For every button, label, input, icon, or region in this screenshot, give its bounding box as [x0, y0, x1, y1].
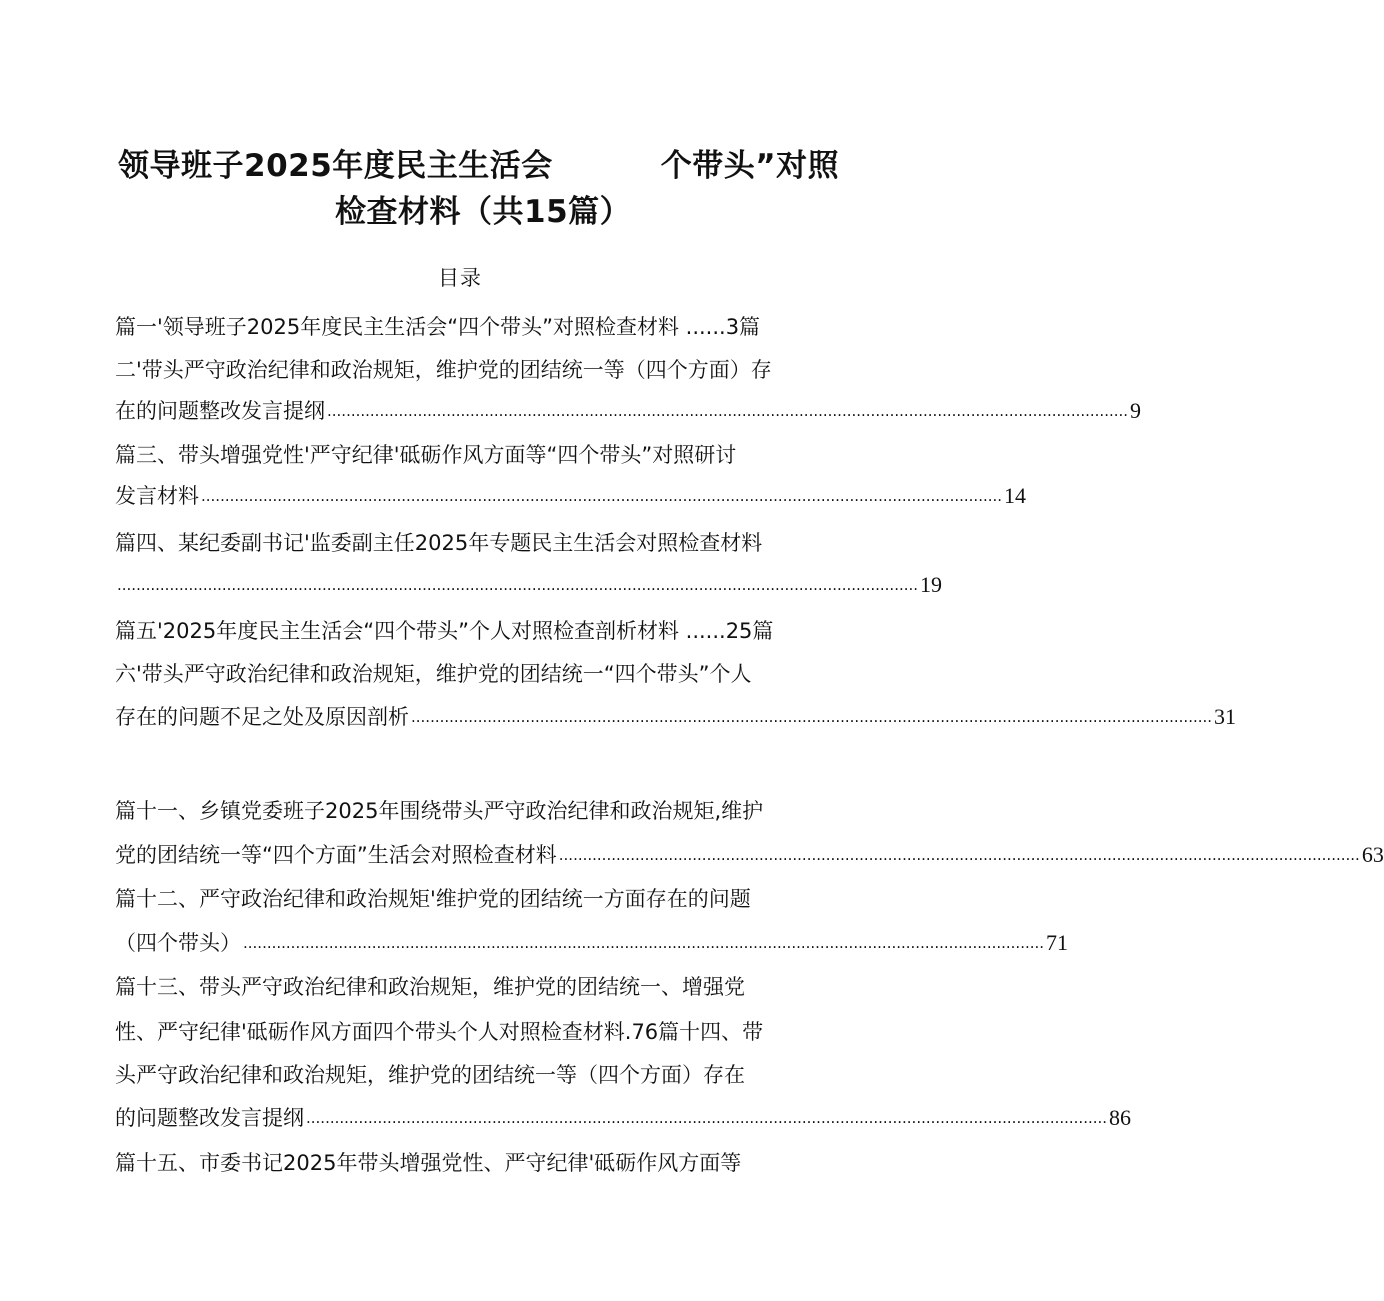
- toc-leader-dots: ........................................................................................................................................................................: [306, 1109, 1108, 1127]
- toc-line[interactable]: 篇十一、乡镇党委班子2025年围绕带头严守政治纪律和政治规矩,维护: [115, 799, 764, 823]
- toc-leader-dots: ........................................................................................................................................................................: [117, 576, 919, 594]
- toc-page-number: 86: [1109, 1105, 1132, 1130]
- toc-entry[interactable]: [115, 566, 943, 604]
- toc-entry-title: 在的问题整改发言提纲: [115, 399, 325, 423]
- toc-line[interactable]: 篇十五、市委书记2025年带头增强党性、严守纪律'砥砺作风方面等: [115, 1151, 742, 1175]
- toc-page-number: 63: [1361, 842, 1384, 867]
- toc-entry[interactable]: [115, 698, 1237, 736]
- toc-page-number: 14: [1004, 483, 1027, 508]
- toc-leader-dots: ........................................................................................................................................................................: [327, 402, 1129, 420]
- toc-leader-dots: ........................................................................................................................................................................: [243, 934, 1045, 952]
- toc-line[interactable]: 篇四、某纪委副书记'监委副主任2025年专题民主生活会对照检查材料: [115, 531, 763, 555]
- toc-entry-title: （四个带头）: [115, 931, 241, 955]
- document-title-line-2: 检查材料（共15篇）: [335, 194, 632, 230]
- toc-entry[interactable]: [115, 392, 1142, 430]
- toc-entry[interactable]: [115, 1099, 1132, 1137]
- toc-page-number: 31: [1214, 704, 1237, 729]
- title-left: 领导班子2025年度民主生活会: [118, 148, 553, 184]
- toc-entry-title: 党的团结统一等“四个方面”生活会对照检查材料: [115, 843, 557, 867]
- toc-line[interactable]: 篇十三、带头严守政治纪律和政治规矩，维护党的团结统一、增强党: [115, 975, 745, 999]
- toc-page-number: 19: [920, 572, 943, 597]
- title-right: 个带头”对照: [660, 148, 840, 184]
- toc-page-number: 9: [1130, 398, 1142, 423]
- toc-line[interactable]: 篇十二、严守政治纪律和政治规矩'维护党的团结统一方面存在的问题: [115, 887, 751, 911]
- toc-line[interactable]: 性、严守纪律'砥砺作风方面四个带头个人对照检查材料.76篇十四、带: [115, 1020, 764, 1044]
- toc-entry[interactable]: [115, 477, 1027, 515]
- toc-leader-dots: ........................................................................................................................................................................: [411, 708, 1213, 726]
- toc-entry[interactable]: [115, 836, 1384, 874]
- toc-line[interactable]: 篇一'领导班子2025年度民主生活会“四个带头”对照检查材料 ......3篇: [115, 315, 761, 339]
- toc-page-number: 71: [1046, 930, 1069, 955]
- toc-entry-title: 发言材料: [115, 484, 199, 508]
- toc-line[interactable]: 二'带头严守政治纪律和政治规矩，维护党的团结统一等（四个方面）存: [115, 358, 772, 382]
- toc-leader-dots: ........................................................................................................................................................................: [201, 487, 1003, 505]
- toc-line[interactable]: 头严守政治纪律和政治规矩，维护党的团结统一等（四个方面）存在: [115, 1063, 745, 1087]
- toc-leader-dots: ........................................................................................................................................................................: [558, 846, 1360, 864]
- document-title-line-1: [118, 140, 839, 185]
- toc-entry-title: 存在的问题不足之处及原因剖析: [115, 705, 409, 729]
- toc-line[interactable]: 篇五'2025年度民主生活会“四个带头”个人对照检查剖析材料 ......25篇: [115, 619, 774, 643]
- toc-entry-title: 的问题整改发言提纲: [115, 1106, 304, 1130]
- toc-entry[interactable]: [115, 924, 1069, 962]
- toc-line[interactable]: 篇三、带头增强党性'严守纪律'砥砺作风方面等“四个带头”对照研讨: [115, 443, 737, 467]
- toc-heading: 目录: [438, 266, 482, 290]
- toc-line[interactable]: 六'带头严守政治纪律和政治规矩，维护党的团结统一“四个带头”个人: [115, 662, 752, 686]
